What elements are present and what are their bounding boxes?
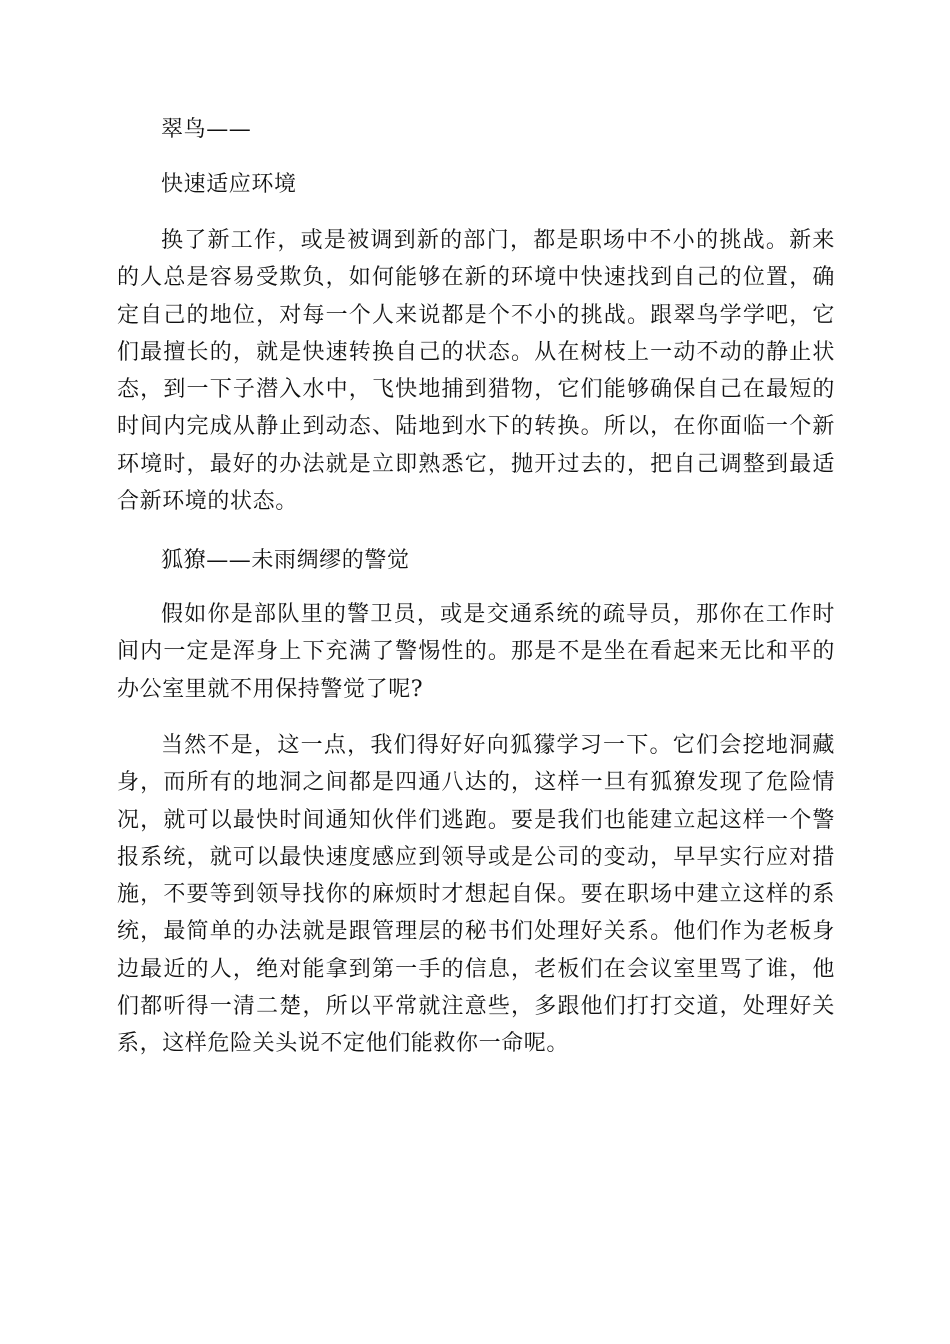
section-1-heading-line-2: 快速适应环境 — [161, 172, 297, 197]
section-2-paragraph-2: 当然不是，这一点，我们得好好向狐獴学习一下。它们会挖地洞藏身，而所有的地洞之间都是四通八达的，这样一旦有狐獠发现了危险情况，就可以最快时间通知伙伴们逃跑。要是我们也能建立起这样一个警报系统，就可以最快速度感应到领导或是公司的变动，早早实行应对措施，不要等到领导找你的麻烦时才想起自保。要在职场中建立这样的系统，最简单的办法就是跟管理层的秘书们处理好关系。他们作为老板身边最近的人，绝对能拿到第一手的信息，老板们在会议室里骂了谁，他们都听得一清二楚，所以平常就注意些，多跟他们打打交道，处理好关系，这样危险关头说不定他们能救你一命呢。 — [117, 733, 835, 1057]
section-2-heading: 狐獠——未雨绸缪的警觉 — [161, 548, 410, 573]
section-2-paragraph-1: 假如你是部队里的警卫员，或是交通系统的疏导员，那你在工作时间内一定是浑身上下充满了警惕性的。那是不是坐在看起来无比和平的办公室里就不用保持警觉了呢? — [117, 602, 835, 702]
section-1-heading-line-1: 翠鸟—— — [161, 117, 252, 142]
section-1-paragraph-1: 换了新工作，或是被调到新的部门，都是职场中不小的挑战。新来的人总是容易受欺负，如何能够在新的环境中快速找到自己的位置，确定自己的地位，对每一个人来说都是个不小的挑战。跟翠鸟学学吧，它们最擅长的，就是快速转换自己的状态。从在树枝上一动不动的静止状态，到一下子潜入水中，飞快地捕到猎物，它们能够确保自己在最短的时间内完成从静止到动态、陆地到水下的转换。所以，在你面临一个新环境时，最好的办法就是立即熟悉它，抛开过去的，把自己调整到最适合新环境的状态。 — [117, 228, 835, 515]
